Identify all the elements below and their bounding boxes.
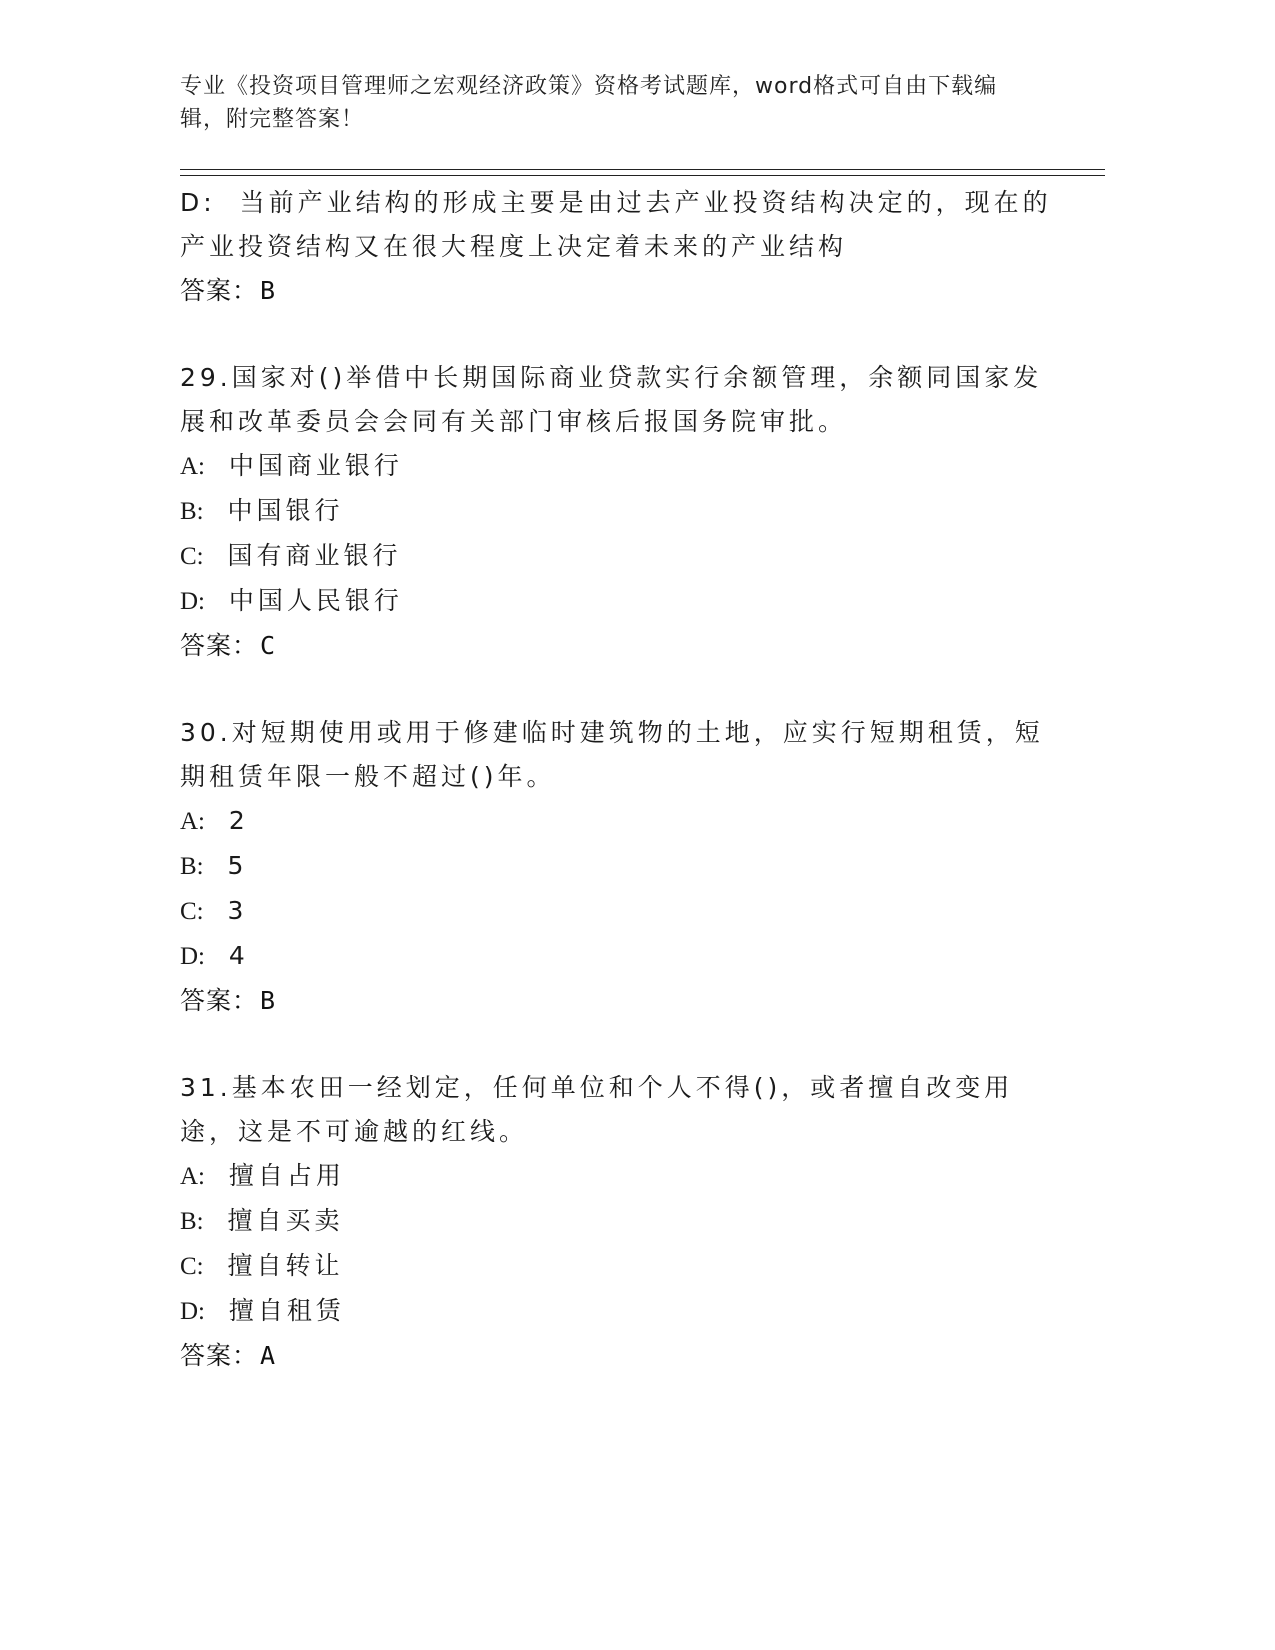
option-a bbox=[180, 444, 1060, 489]
option-c bbox=[180, 889, 1060, 934]
option-key: A: bbox=[180, 453, 205, 480]
answer-label: 答案： bbox=[180, 1341, 259, 1370]
option-c bbox=[180, 1244, 1060, 1289]
option-key: A: bbox=[180, 808, 205, 835]
option-text: 擅自转让 bbox=[227, 1251, 344, 1280]
question-29 bbox=[180, 356, 1060, 668]
option-key: B: bbox=[180, 1208, 204, 1235]
option-d bbox=[180, 1289, 1060, 1334]
option-a bbox=[180, 1154, 1060, 1199]
question-31 bbox=[180, 1066, 1060, 1378]
question-stem: 29.国家对()举借中长期国际商业贷款实行余额管理，余额同国家发展和改革委员会会同有关部门审核后报国务院审批。 bbox=[180, 363, 1043, 436]
answer-line bbox=[180, 624, 1060, 668]
header-divider-bottom bbox=[180, 175, 1105, 176]
option-key: A: bbox=[180, 1163, 205, 1190]
spacer bbox=[180, 1023, 1060, 1066]
question-list bbox=[180, 181, 1060, 1378]
option-text: 国有商业银行 bbox=[227, 541, 402, 570]
answer-value: A bbox=[260, 1341, 277, 1370]
answer-value: B bbox=[260, 986, 277, 1015]
question-stem: 31.基本农田一经划定，任何单位和个人不得()，或者擅自改变用途，这是不可逾越的红线。 bbox=[180, 1073, 1014, 1146]
answer-line bbox=[180, 1334, 1060, 1378]
option-b bbox=[180, 489, 1060, 534]
answer-line bbox=[180, 269, 1060, 313]
option-key: D: bbox=[180, 1298, 205, 1325]
option-key: C: bbox=[180, 1253, 204, 1280]
option-b bbox=[180, 1199, 1060, 1244]
answer-label: 答案： bbox=[180, 986, 259, 1015]
option-key: C: bbox=[180, 898, 204, 925]
option-text: 中国商业银行 bbox=[228, 451, 403, 480]
option-text: 2 bbox=[228, 806, 249, 835]
option-d bbox=[180, 934, 1060, 979]
spacer bbox=[180, 668, 1060, 711]
option-text: 5 bbox=[227, 851, 248, 880]
prev-question-tail bbox=[180, 181, 1060, 313]
option-text: 中国人民银行 bbox=[228, 586, 403, 615]
option-key: D: bbox=[180, 943, 205, 970]
answer-label: 答案： bbox=[180, 276, 259, 305]
option-text: 中国银行 bbox=[227, 496, 344, 525]
option-text: 4 bbox=[228, 941, 249, 970]
option-c bbox=[180, 534, 1060, 579]
answer-value: C bbox=[260, 631, 277, 660]
option-text: 擅自租赁 bbox=[228, 1296, 345, 1325]
option-a bbox=[180, 799, 1060, 844]
header-divider-top bbox=[180, 169, 1105, 170]
question-30 bbox=[180, 711, 1060, 1023]
option-d bbox=[180, 579, 1060, 624]
option-d-text: D: 当前产业结构的形成主要是由过去产业投资结构决定的，现在的产业投资结构又在很大程度上决定着未来的产业结构 bbox=[180, 188, 1052, 261]
spacer bbox=[180, 313, 1060, 356]
option-text: 擅自占用 bbox=[228, 1161, 345, 1190]
option-key: B: bbox=[180, 498, 204, 525]
question-stem: 30.对短期使用或用于修建临时建筑物的土地，应实行短期租赁，短期租赁年限一般不超过()年。 bbox=[180, 718, 1044, 791]
option-key: D: bbox=[180, 588, 205, 615]
answer-value: B bbox=[260, 276, 277, 305]
option-b bbox=[180, 844, 1060, 889]
option-text: 3 bbox=[227, 896, 248, 925]
answer-line bbox=[180, 979, 1060, 1023]
header-note: 专业《投资项目管理师之宏观经济政策》资格考试题库，word格式可自由下载编辑，附完整答案！ bbox=[180, 74, 998, 132]
option-key: B: bbox=[180, 853, 204, 880]
answer-label: 答案： bbox=[180, 631, 259, 660]
option-text: 擅自买卖 bbox=[227, 1206, 344, 1235]
option-key: C: bbox=[180, 543, 204, 570]
